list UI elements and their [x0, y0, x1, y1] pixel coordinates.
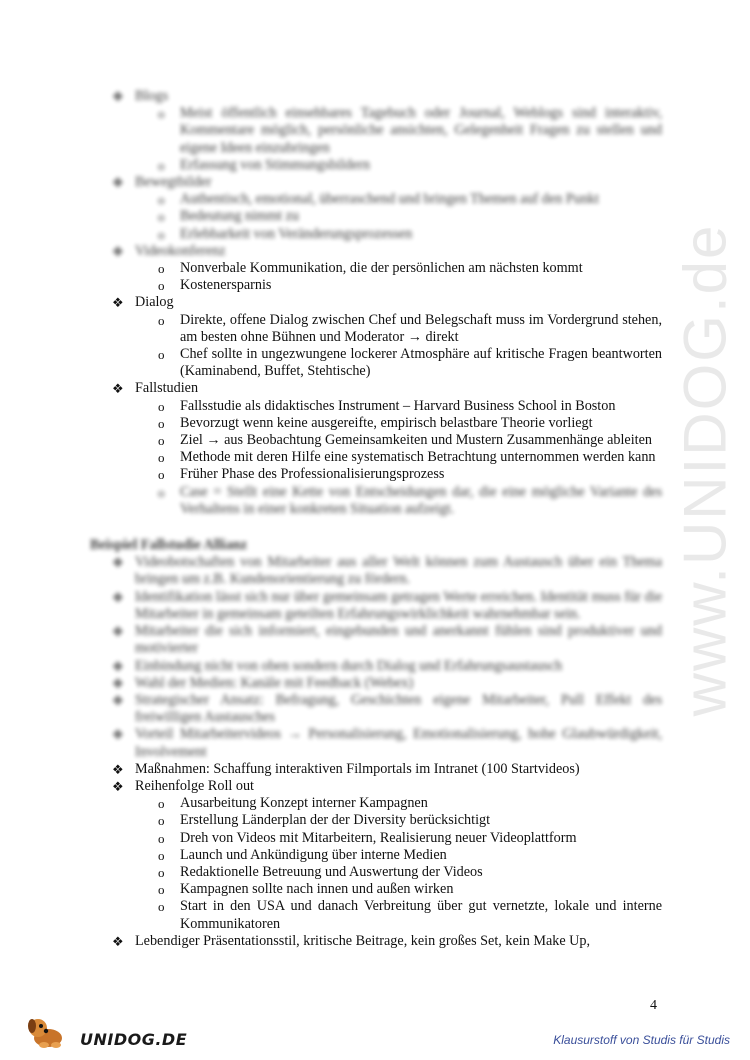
dog-icon: [22, 1016, 78, 1050]
sub-list-item-blurred: o Case = Stellt eine Kette von Entscheidungen dar, die eine mögliche Variante des Verhaltens in einer konkreten Situation aufzeigt.: [158, 483, 662, 517]
list-item: ❖ Blogs: [112, 88, 169, 104]
list-item: ❖ Vorteil Mitarbeitervideos → Personalisierung, Emotionalisierung, hohe Glaubwürdigkeit, Involvement: [112, 726, 662, 760]
sub-list-item: o Ziel → aus Beobachtung Gemeinsamkeiten und Mustern Zusammenhänge ableiten: [158, 432, 652, 449]
watermark: www.UNIDOG.de: [671, 223, 739, 717]
diamond-bullet-icon: ❖: [112, 675, 124, 691]
diamond-bullet-icon: ❖: [112, 658, 124, 674]
unidog-logo: [22, 1016, 188, 1050]
sub-list-item: o Fallsstudie als didaktisches Instrument – Harvard Business School in Boston: [158, 397, 616, 414]
circle-bullet-icon: o: [158, 847, 165, 863]
circle-bullet-icon: o: [158, 192, 165, 208]
sub-list-item: o Erstellung Länderplan der der Diversity berücksichtigt: [158, 812, 491, 829]
circle-bullet-icon: o: [158, 796, 165, 812]
sub-list-item: o Bevorzugt wenn keine ausgereifte, empirisch belastbare Theorie vorliegt: [158, 414, 593, 431]
sub-list-item: o Ausarbeitung Konzept interner Kampagnen: [158, 795, 428, 812]
list-item: ❖ Videokonferenz: [112, 242, 226, 259]
diamond-bullet-icon: ❖: [112, 381, 124, 397]
circle-bullet-icon: o: [158, 813, 165, 829]
list-item: ❖ Wahl der Medien: Kanäle mit Feedback (Webex): [112, 674, 414, 691]
sub-list-item: o Start in den USA und danach Verbreitung über gut vernetzte, lokale und interne Kommunikatoren: [158, 898, 662, 932]
footer-text: Klausurstoff von Studis für Studis: [553, 1033, 730, 1047]
sub-list-item: o Redaktionelle Betreuung und Auswertung der Videos: [158, 863, 483, 880]
list-item-massnahmen: ❖ Maßnahmen: Schaffung interaktiven Filmportals im Intranet (100 Startvideos): [112, 760, 580, 777]
list-item: ❖ Bewegtbilder: [112, 174, 212, 191]
circle-bullet-icon: o: [158, 261, 165, 277]
diamond-bullet-icon: ❖: [112, 555, 124, 571]
sub-list-item: o Authentisch, emotional, überraschend und bringen Themen auf den Punkt: [158, 191, 599, 208]
circle-bullet-icon: o: [158, 484, 165, 500]
circle-bullet-icon: o: [158, 433, 165, 449]
circle-bullet-icon: o: [158, 209, 165, 225]
circle-bullet-icon: o: [158, 157, 165, 173]
sub-list-item: o Kostenersparnis: [158, 277, 272, 294]
list-item: ❖ Videobotschaften von Mitarbeiter aus aller Welt können zum Austausch über ein Thema bringen um z.B. Kundenorientierung zu fördern.: [112, 554, 662, 588]
sub-list-item: o Erlebbarkeit von Veränderungsprozessen: [158, 225, 413, 242]
list-item-last: ❖ Lebendiger Präsentationsstil, kritische Beitrage, kein großes Set, kein Make Up,: [112, 932, 591, 949]
blurred-section-top: [110, 88, 662, 260]
list-item-fallstudien: ❖ Fallstudien: [112, 380, 199, 397]
sub-list-item: o Meist öffentlich einsehbares Tagebuch oder Journal, Weblogs sind interaktiv, Kommentare möglich, persönliche ansichten, Gelegenheit Fragen zu stellen und eigene Ideen einzubringen: [158, 105, 662, 156]
circle-bullet-icon: o: [158, 467, 165, 483]
sub-list-item: o Erfassung von Stimmungsbildern: [158, 156, 370, 173]
sub-list-item: o Dreh von Videos mit Mitarbeitern, Realisierung neuer Videoplattform: [158, 829, 577, 846]
diamond-bullet-icon: ❖: [112, 933, 124, 949]
list-item: ❖ Mitarbeiter die sich informiert, eingebunden und anerkannt fühlen sind produktiver und motivierter: [112, 623, 662, 657]
sub-list-item: o Chef sollte in ungezwungene lockerer Atmosphäre auf kritische Fragen beantworten (Kaminabend, Buffet, Stehtische): [158, 346, 662, 380]
allianz-section: [90, 554, 662, 795]
diamond-bullet-icon: ❖: [112, 727, 124, 743]
blurred-section-allianz: [90, 554, 662, 760]
circle-bullet-icon: o: [158, 415, 165, 431]
list-item-dialog: ❖ Dialog: [112, 294, 174, 311]
circle-bullet-icon: o: [158, 398, 165, 414]
circle-bullet-icon: o: [158, 106, 165, 122]
list-item: ❖ Einbindung nicht von oben sondern durch Dialog und Erfahrungsaustausch: [112, 657, 563, 674]
circle-bullet-icon: o: [158, 882, 165, 898]
diamond-bullet-icon: ❖: [112, 761, 124, 777]
list-item-reihenfolge: ❖ Reihenfolge Roll out: [112, 777, 255, 794]
sub-list-item: o Methode mit deren Hilfe eine systematisch Betrachtung unternommen werden kann: [158, 449, 656, 466]
diamond-bullet-icon: ❖: [112, 89, 124, 104]
circle-bullet-icon: o: [158, 278, 165, 294]
circle-bullet-icon: o: [158, 226, 165, 242]
page-number: 4: [650, 998, 657, 1013]
circle-bullet-icon: o: [158, 312, 165, 328]
list-item: ❖ Identifikation lässt sich nur über gemeinsam getragen Werte erreichen. Identität muss für die Mitarbeiter in gemeinsam geteilten Erfahrungswirklichkeit wahrnehmbar sein.: [112, 588, 662, 622]
diamond-bullet-icon: ❖: [112, 175, 124, 191]
circle-bullet-icon: o: [158, 347, 165, 363]
sub-list-item: o Kampagnen sollte nach innen und außen wirken: [158, 881, 454, 898]
circle-bullet-icon: o: [158, 450, 165, 466]
list-item: ❖ Strategischer Ansatz: Befragung, Geschichten eigene Mitarbeiter, Pull Effekt des freiwilligen Austausches: [112, 691, 662, 726]
circle-bullet-icon: o: [158, 830, 165, 846]
diamond-bullet-icon: ❖: [112, 624, 124, 640]
sub-list-item: o Direkte, offene Dialog zwischen Chef und Belegschaft muss im Vordergrund stehen, am besten ohne Bühnen und Moderator → direkt: [158, 311, 662, 345]
sub-list-item: o Nonverbale Kommunikation, die der persönlichen am nächsten kommt: [158, 260, 583, 277]
circle-bullet-icon: o: [158, 864, 165, 880]
sub-list-item: o Früher Phase des Professionalisierungsprozess: [158, 466, 445, 483]
sub-list-item: o Launch und Ankündigung über interne Medien: [158, 846, 447, 863]
diamond-bullet-icon: ❖: [112, 692, 124, 708]
logo-text: UNIDOG.DE: [80, 1030, 188, 1049]
page-content: [90, 88, 662, 950]
diamond-bullet-icon: ❖: [112, 778, 124, 794]
sub-list-item: o Bedeutung nimmt zu: [158, 208, 300, 225]
diamond-bullet-icon: ❖: [112, 243, 124, 259]
diamond-bullet-icon: ❖: [112, 589, 124, 605]
section-heading-allianz: Beispiel Fallstudie Allianz: [90, 537, 247, 554]
diamond-bullet-icon: ❖: [112, 295, 124, 311]
circle-bullet-icon: o: [158, 899, 165, 915]
